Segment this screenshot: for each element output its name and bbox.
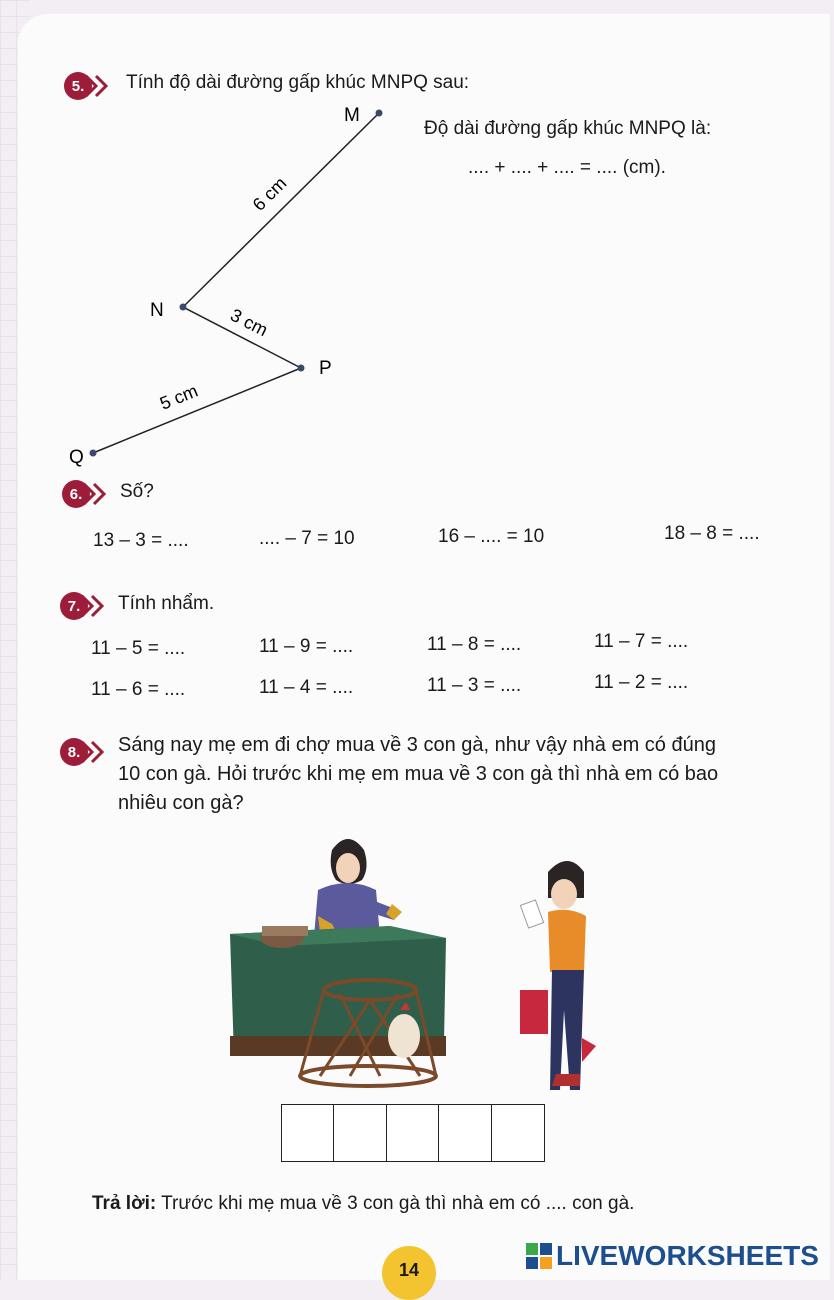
q8-line-1: Sáng nay mẹ em đi chợ mua về 3 con gà, như vậy nhà em có đúng bbox=[118, 734, 716, 756]
answer-box-3[interactable] bbox=[386, 1104, 440, 1162]
q6-item-1: 13 – 3 = .... bbox=[93, 530, 189, 551]
point-n bbox=[180, 304, 187, 311]
label-segment-np: 3 cm bbox=[227, 304, 272, 341]
q7-prompt: Tính nhẩm. bbox=[118, 593, 215, 614]
q6-badge bbox=[62, 480, 106, 508]
answer-box-5[interactable] bbox=[491, 1104, 545, 1162]
q6-item-3: 16 – .... = 10 bbox=[438, 526, 545, 547]
label-segment-mn: 6 cm bbox=[248, 173, 291, 215]
point-q bbox=[90, 450, 97, 457]
point-p bbox=[298, 365, 305, 372]
q8-number: 8. bbox=[60, 738, 88, 766]
q6-prompt: Số? bbox=[120, 481, 154, 502]
q5-answer-line1: Độ dài đường gấp khúc MNPQ là: bbox=[424, 118, 712, 139]
q6-item-2: .... – 7 = 10 bbox=[259, 528, 355, 549]
q8-answer-sentence bbox=[92, 1193, 634, 1215]
answer-text: Trước khi mẹ mua về 3 con gà thì nhà em có .... con gà. bbox=[156, 1193, 635, 1214]
label-q: Q bbox=[69, 447, 84, 468]
page-number: 14 bbox=[398, 1260, 420, 1280]
polyline-mnpq bbox=[93, 113, 379, 453]
q8-line-2: 10 con gà. Hỏi trước khi mẹ em mua về 3 con gà thì nhà em có bao bbox=[118, 763, 719, 785]
market-illustration bbox=[0, 810, 834, 1100]
q7-r1-2: 11 – 9 = .... bbox=[259, 636, 354, 657]
label-segment-pq: 5 cm bbox=[157, 380, 201, 414]
chevron-icon bbox=[80, 594, 106, 618]
q5-prompt: Tính độ dài đường gấp khúc MNPQ sau: bbox=[126, 72, 470, 93]
label-n: N bbox=[150, 300, 164, 321]
answer-box-1[interactable] bbox=[281, 1104, 335, 1162]
q5-number: 5. bbox=[64, 72, 92, 100]
q7-r2-1: 11 – 6 = .... bbox=[91, 679, 186, 700]
q7-r2-2: 11 – 4 = .... bbox=[259, 677, 354, 698]
q7-r1-4: 11 – 7 = .... bbox=[594, 631, 689, 652]
liveworksheets-logo-icon bbox=[526, 1243, 552, 1269]
page-number-badge bbox=[382, 1246, 436, 1300]
q5-answer-line2: .... + .... + .... = .... (cm). bbox=[468, 157, 666, 178]
q7-r2-3: 11 – 3 = .... bbox=[427, 675, 522, 696]
q6-number: 6. bbox=[62, 480, 90, 508]
q7-badge bbox=[60, 592, 104, 620]
label-m: M bbox=[344, 105, 360, 126]
q8-line-3: nhiêu con gà? bbox=[118, 792, 244, 814]
q7-number: 7. bbox=[60, 592, 88, 620]
polyline-figure bbox=[0, 0, 834, 480]
point-m bbox=[376, 110, 383, 117]
chevron-icon bbox=[82, 482, 108, 506]
q7-r2-4: 11 – 2 = .... bbox=[594, 672, 689, 693]
watermark-text: LIVEWORKSHEETS bbox=[556, 1240, 819, 1271]
answer-boxes bbox=[282, 1104, 545, 1162]
answer-box-4[interactable] bbox=[438, 1104, 492, 1162]
q6-item-4: 18 – 8 = .... bbox=[664, 523, 760, 544]
q8-badge bbox=[60, 738, 104, 766]
watermark bbox=[526, 1240, 819, 1272]
chevron-icon bbox=[80, 740, 106, 764]
q7-r1-3: 11 – 8 = .... bbox=[427, 634, 522, 655]
answer-box-2[interactable] bbox=[333, 1104, 387, 1162]
girl-with-bag bbox=[520, 861, 596, 1090]
label-p: P bbox=[319, 358, 332, 379]
q7-r1-1: 11 – 5 = .... bbox=[91, 638, 186, 659]
answer-label: Trả lời: bbox=[92, 1193, 157, 1214]
